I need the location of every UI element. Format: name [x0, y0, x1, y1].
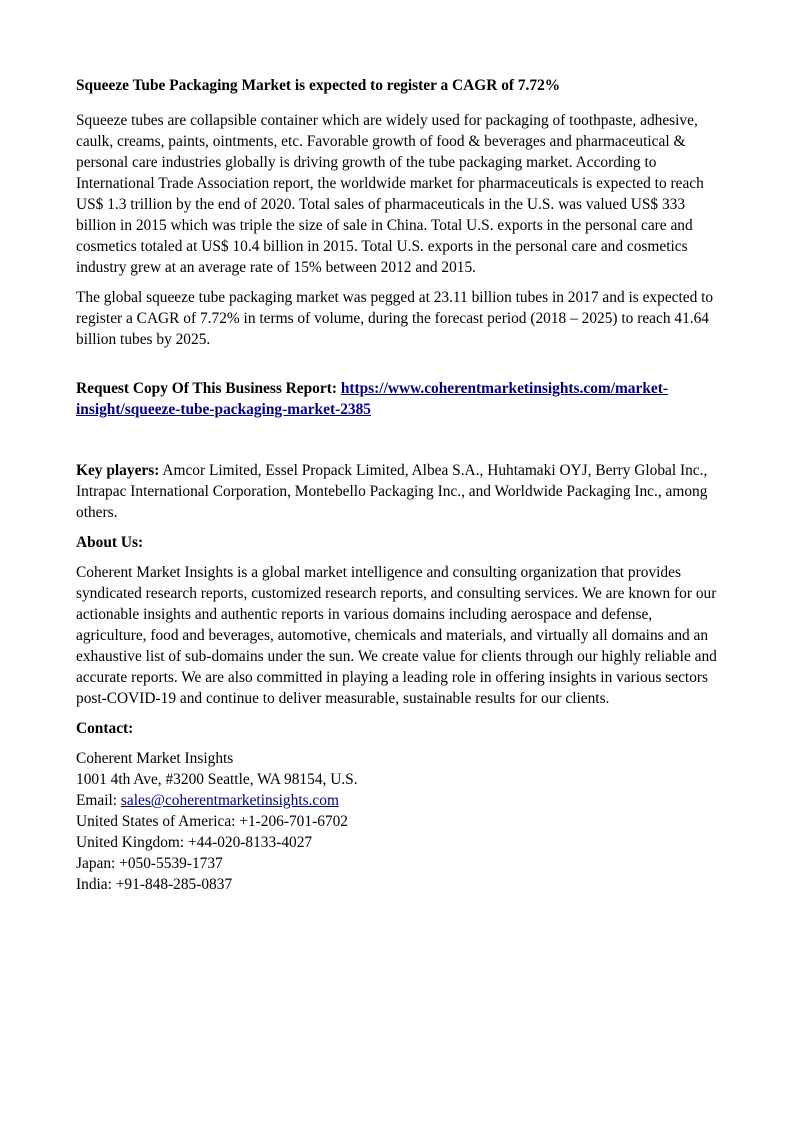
- key-players-paragraph: [76, 460, 722, 523]
- contact-phone-usa: United States of America: +1-206-701-6702: [76, 813, 348, 830]
- contact-phone-india: India: +91-848-285-0837: [76, 876, 233, 893]
- contact-company: Coherent Market Insights: [76, 750, 234, 767]
- contact-email-label: Email:: [76, 792, 121, 809]
- request-copy-line: [76, 378, 722, 420]
- request-copy-label: Request Copy Of This Business Report:: [76, 380, 341, 397]
- report-link[interactable]: https://www.coherentmarketinsights.com/market-insight/squeeze-tube-packaging-market-2385: [76, 380, 668, 418]
- contact-address: 1001 4th Ave, #3200 Seattle, WA 98154, U.S.: [76, 771, 358, 788]
- intro-paragraph: Squeeze tubes are collapsible container which are widely used for packaging of toothpaste, adhesive, caulk, creams, paints, ointments, etc. Favorable growth of food & beverages and pharmaceutical & personal care industries globally is driving growth of the tube packaging market. According to International Trade Association report, the worldwide market for pharmaceuticals is expected to reach US$ 1.3 trillion by the end of 2020. Total sales of pharmaceuticals in the U.S. was valued US$ 333 billion in 2015 which was triple the size of sale in China. Total U.S. exports in the personal care and cosmetics totaled at US$ 10.4 billion in 2015. Total U.S. exports in the personal care and cosmetics industry grew at an average rate of 15% between 2012 and 2015.: [76, 112, 704, 276]
- contact-phone-uk: United Kingdom: +44-020-8133-4027: [76, 834, 313, 851]
- contact-email-line: [76, 790, 722, 811]
- market-size-paragraph: The global squeeze tube packaging market was pegged at 23.11 billion tubes in 2017 and is expected to register a CAGR of 7.72% in terms of volume, during the forecast period (2018 – 2025) to reach 41.64 billion tubes by 2025.: [76, 289, 714, 348]
- key-players-label: Key players:: [76, 462, 160, 479]
- contact-block: [76, 748, 722, 895]
- contact-email-link[interactable]: sales@coherentmarketinsights.com: [120, 792, 339, 809]
- contact-heading: Contact:: [76, 720, 134, 737]
- document-title: Squeeze Tube Packaging Market is expected to register a CAGR of 7.72%: [76, 77, 561, 94]
- about-paragraph: Coherent Market Insights is a global market intelligence and consulting organization that provides syndicated research reports, customized research reports, and consulting services. We are known for our actionable insights and authentic reports in various domains including aerospace and defense, agriculture, food and beverages, automotive, chemicals and materials, and virtually all domains and an exhaustive list of sub-domains under the sun. We create value for clients through our highly reliable and accurate reports. We are also committed in playing a leading role in offering insights in various sectors post-COVID-19 and continue to deliver measurable, sustainable results for our clients.: [76, 564, 717, 707]
- document-page: [76, 75, 722, 895]
- contact-phone-japan: Japan: +050-5539-1737: [76, 855, 223, 872]
- about-heading: About Us:: [76, 534, 144, 551]
- key-players-text: Amcor Limited, Essel Propack Limited, Albea S.A., Huhtamaki OYJ, Berry Global Inc., Intrapac International Corporation, Montebello Packaging Inc., and Worldwide Packaging Inc., among others.: [76, 462, 708, 521]
